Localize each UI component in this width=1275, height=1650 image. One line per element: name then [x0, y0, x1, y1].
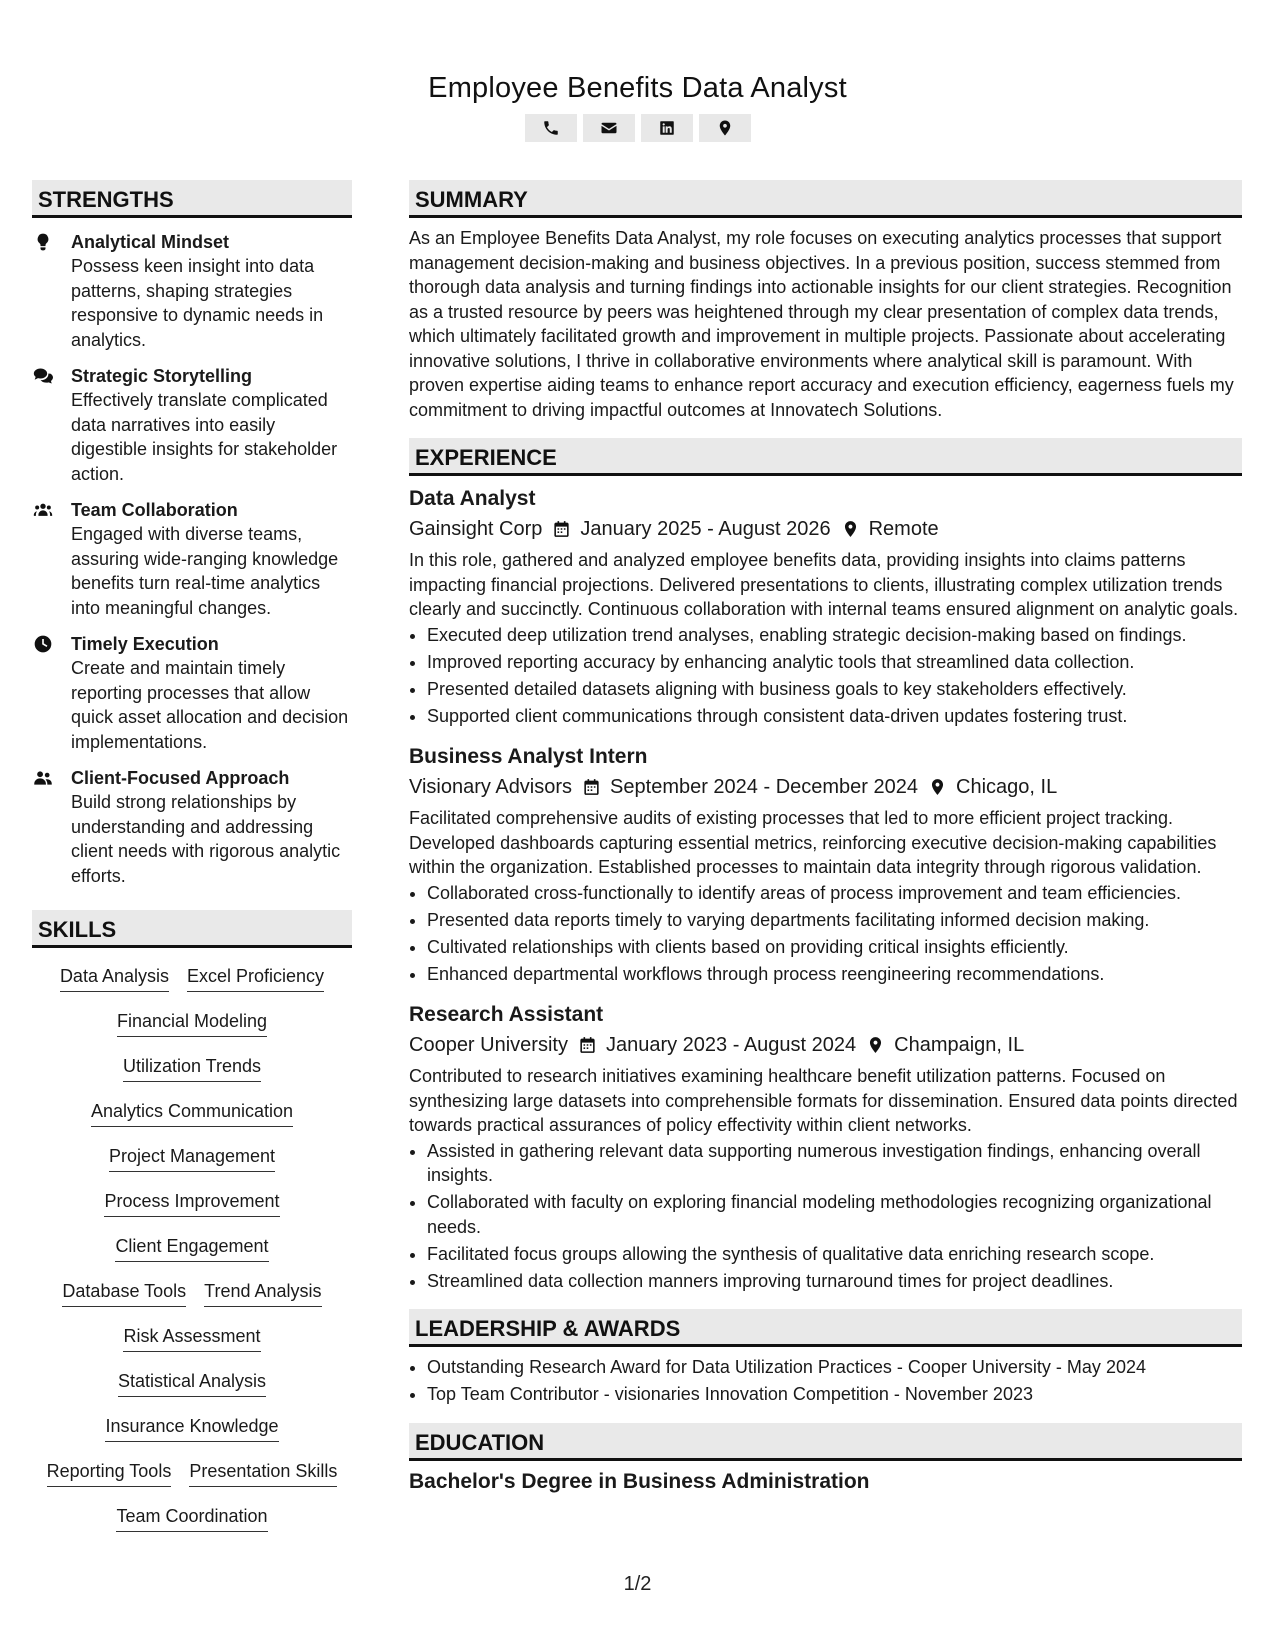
skill-tag: Process Improvement	[104, 1189, 279, 1217]
job-dates: September 2024 - December 2024	[610, 776, 919, 798]
clock-icon	[32, 634, 54, 654]
strength-description: Possess keen insight into data patterns, shaping strategies responsive to dynamic needs in analytics.	[71, 256, 324, 350]
company-name: Visionary Advisors	[409, 776, 573, 798]
right-column	[409, 180, 1242, 1497]
skill-tag: Database Tools	[62, 1279, 186, 1307]
calendar-icon	[552, 519, 571, 539]
skill-tag: Project Management	[109, 1144, 275, 1172]
job-title: Business Analyst Intern	[409, 745, 648, 768]
phone-contact[interactable]	[525, 114, 577, 142]
linkedin-icon	[658, 119, 676, 137]
skill-tag: Utilization Trends	[123, 1054, 261, 1082]
job-meta	[409, 1030, 1242, 1060]
comments-icon	[32, 366, 54, 386]
job-dates: January 2025 - August 2026	[580, 518, 831, 540]
strength-title: Timely Execution	[71, 634, 219, 654]
user-group-icon	[32, 768, 54, 788]
lightbulb-icon	[32, 232, 54, 252]
location-pin-icon	[928, 777, 947, 797]
summary-text: As an Employee Benefits Data Analyst, my role focuses on executing analytics processes that support management decision-making and business objectives. In a previous position, success stemmed from thorough data analysis and turning findings into actionable insights for our client strategies. Recognition as a trusted resource by peers was heightened through my clear presentation of complex data trends, which ultimately facilitated growth and improvement in multiple projects. Passionate about accelerating innovative solutions, I thrive in collaborative environments where analytical skill is paramount. With proven expertise aiding teams to enhance report accuracy and execution efficiency, eagerness fuels my commitment to driving impactful outcomes at Innovatech Solutions.	[409, 228, 1234, 420]
bullet-item: • Presented data reports timely to varying departments facilitating informed decision making.	[427, 908, 1242, 933]
users-icon	[32, 500, 54, 520]
calendar-icon	[582, 777, 601, 797]
award-item: • Outstanding Research Award for Data Utilization Practices - Cooper University - May 2024	[427, 1355, 1242, 1380]
location-pin-icon	[841, 519, 860, 539]
job-description: Contributed to research initiatives examining healthcare benefit utilization patterns. Focused on synthesizing large datasets into comprehensible formats for dissemination. Ensured data points directed towards practical assurances of policy effectivity within client networks.	[409, 1066, 1238, 1135]
award-item: • Top Team Contributor - visionaries Innovation Competition - November 2023	[427, 1382, 1242, 1407]
company-name: Gainsight Corp	[409, 518, 543, 540]
phone-icon	[542, 119, 560, 137]
awards-list	[409, 1355, 1242, 1407]
resume-header	[0, 70, 1275, 142]
location-pin-icon	[716, 119, 734, 137]
strength-title: Team Collaboration	[71, 500, 238, 520]
skill-tag: Risk Assessment	[123, 1324, 260, 1352]
candidate-name: Employee Benefits Data Analyst	[428, 72, 847, 104]
skills-heading: SKILLS	[32, 910, 352, 948]
left-column	[32, 180, 352, 1549]
strength-title: Strategic Storytelling	[71, 366, 253, 386]
job-bullets	[409, 881, 1242, 987]
experience-heading: EXPERIENCE	[409, 438, 1242, 476]
bullet-item: • Collaborated with faculty on exploring financial modeling methodologies recognizing organizational needs.	[427, 1190, 1242, 1239]
strength-item	[32, 632, 352, 754]
bullet-item: • Streamlined data collection manners improving turnaround times for project deadlines.	[427, 1269, 1242, 1294]
strength-description: Effectively translate complicated data narratives into easily digestible insights for stakeholder action.	[71, 390, 338, 484]
strength-title: Analytical Mindset	[71, 232, 230, 252]
skill-tag: Trend Analysis	[204, 1279, 321, 1307]
job-bullets	[409, 623, 1242, 729]
skill-tag: Data Analysis	[60, 964, 169, 992]
envelope-icon	[600, 119, 618, 137]
location-contact[interactable]	[699, 114, 751, 142]
job-description: In this role, gathered and analyzed employee benefits data, providing insights into claims patterns impacting financial projections. Delivered presentations to clients, illustrating complex utilization trends clearly and succinctly. Continuous collaboration with internal teams ensured alignment on analytic goals.	[409, 550, 1239, 619]
education-heading: EDUCATION	[409, 1423, 1242, 1461]
linkedin-contact[interactable]	[641, 114, 693, 142]
strength-title: Client-Focused Approach	[71, 768, 290, 788]
awards-heading: LEADERSHIP & AWARDS	[409, 1309, 1242, 1347]
skill-tag: Reporting Tools	[47, 1459, 172, 1487]
job-bullets	[409, 1139, 1242, 1294]
page-number: 1/2	[623, 1573, 652, 1595]
bullet-item: • Supported client communications through consistent data-driven updates fostering trust.	[427, 704, 1242, 729]
bullet-item: • Presented detailed datasets aligning with business goals to key stakeholders effectively.	[427, 677, 1242, 702]
skill-tag: Statistical Analysis	[118, 1369, 266, 1397]
strength-description: Build strong relationships by understanding and addressing client needs with rigorous analytic efforts.	[71, 792, 341, 886]
job-location: Remote	[868, 518, 939, 540]
skill-tag: Presentation Skills	[189, 1459, 337, 1487]
job-meta	[409, 514, 1242, 544]
calendar-icon	[578, 1035, 597, 1055]
bullet-item: • Collaborated cross-functionally to identify areas of process improvement and team efficiencies.	[427, 881, 1242, 906]
bullet-item: • Assisted in gathering relevant data supporting numerous investigation findings, enhancing overall insights.	[427, 1139, 1242, 1188]
contact-icons	[0, 114, 1275, 142]
strength-item	[32, 364, 352, 486]
summary-heading: SUMMARY	[409, 180, 1242, 218]
email-contact[interactable]	[583, 114, 635, 142]
skill-tag: Insurance Knowledge	[105, 1414, 278, 1442]
strength-item	[32, 230, 352, 352]
bullet-item: • Improved reporting accuracy by enhancing analytic tools that streamlined data collection.	[427, 650, 1242, 675]
strength-item	[32, 766, 352, 888]
degree-title: Bachelor's Degree in Business Administration	[409, 1469, 870, 1493]
strength-item	[32, 498, 352, 620]
location-pin-icon	[866, 1035, 885, 1055]
experience-entry	[409, 1000, 1242, 1293]
skill-tag: Financial Modeling	[117, 1009, 267, 1037]
job-title: Data Analyst	[409, 487, 536, 510]
strengths-heading: STRENGTHS	[32, 180, 352, 218]
skills-list	[32, 964, 352, 1549]
job-title: Research Assistant	[409, 1003, 604, 1026]
company-name: Cooper University	[409, 1034, 568, 1056]
bullet-item: • Executed deep utilization trend analyses, enabling strategic decision-making based on findings.	[427, 623, 1242, 648]
job-meta	[409, 772, 1242, 802]
bullet-item: • Enhanced departmental workflows through process reengineering recommendations.	[427, 962, 1242, 987]
bullet-item: • Cultivated relationships with clients based on providing critical insights efficiently.	[427, 935, 1242, 960]
job-location: Champaign, IL	[894, 1034, 1025, 1056]
experience-entry	[409, 484, 1242, 728]
job-dates: January 2023 - August 2024	[605, 1034, 857, 1056]
job-location: Chicago, IL	[956, 776, 1058, 798]
strength-description: Create and maintain timely reporting processes that allow quick asset allocation and decision implementations.	[71, 658, 349, 752]
experience-entry	[409, 742, 1242, 986]
skill-tag: Analytics Communication	[91, 1099, 293, 1127]
bullet-item: • Facilitated focus groups allowing the synthesis of qualitative data enriching research scope.	[427, 1242, 1242, 1267]
skill-tag: Excel Proficiency	[187, 964, 324, 992]
strength-description: Engaged with diverse teams, assuring wide-ranging knowledge benefits turn real-time analytics into meaningful changes.	[71, 524, 339, 618]
skill-tag: Client Engagement	[115, 1234, 268, 1262]
skill-tag: Team Coordination	[116, 1504, 267, 1532]
job-description: Facilitated comprehensive audits of existing processes that led to more efficient project tracking. Developed dashboards capturing essential metrics, reinforcing executive decision-making capabilities within the organization. Established processes to maintain data integrity through rigorous validation.	[409, 808, 1217, 877]
